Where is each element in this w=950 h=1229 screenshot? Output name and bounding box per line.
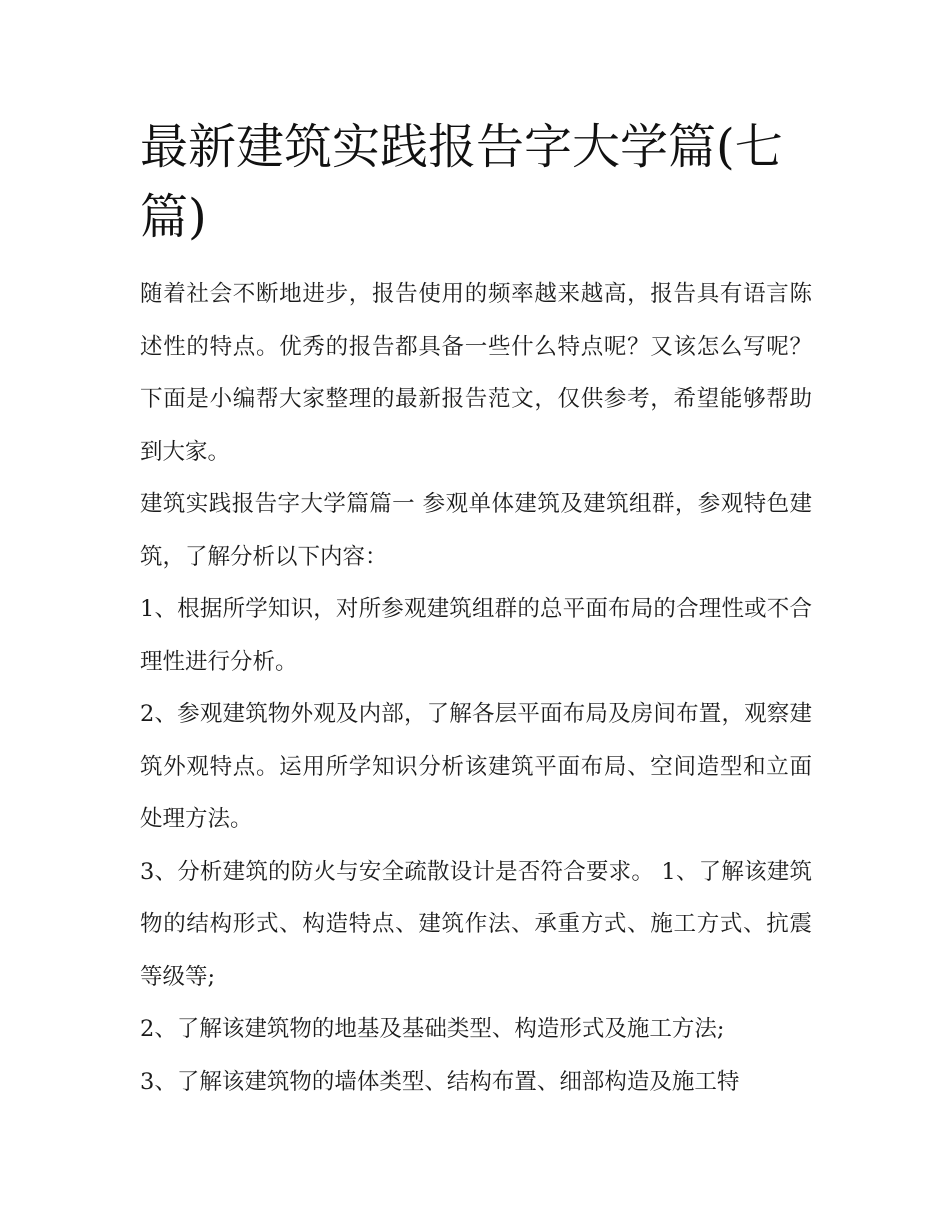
paragraph-item-2: 2、参观建筑物外观及内部，了解各层平面布局及房间布置，观察建筑外观特点。运用所学知识分析该建筑平面布局、空间造型和立面处理方法。: [140, 701, 812, 832]
paragraph-item-2b: 2、了解该建筑物的地基及基础类型、构造形式及施工方法;: [140, 1016, 725, 1042]
document-title: 最新建筑实践报告字大学篇(七篇): [140, 119, 783, 245]
paragraph-item-3: 3、分析建筑的防火与安全疏散设计是否符合要求。 1、了解该建筑物的结构形式、构造特点、建筑作法、承重方式、施工方式、抗震等级等;: [140, 858, 812, 990]
paragraph-section-one: 建筑实践报告字大学篇篇一 参观单体建筑及建筑组群，参观特色建筑，了解分析以下内容：: [140, 491, 812, 570]
document-body: [140, 112, 812, 1108]
paragraph-intro: 随着社会不断地进步，报告使用的频率越来越高，报告具有语言陈述性的特点。优秀的报告都具备一些什么特点呢？又该怎么写呢？下面是小编帮大家整理的最新报告范文，仅供参考，希望能够帮助到大家。: [140, 281, 812, 465]
paragraph-item-3b: 3、了解该建筑物的墙体类型、结构布置、细部构造及施工特: [140, 1068, 740, 1095]
paragraph-item-1: 1、根据所学知识，对所参观建筑组群的总平面布局的合理性或不合理性进行分析。: [140, 596, 812, 675]
